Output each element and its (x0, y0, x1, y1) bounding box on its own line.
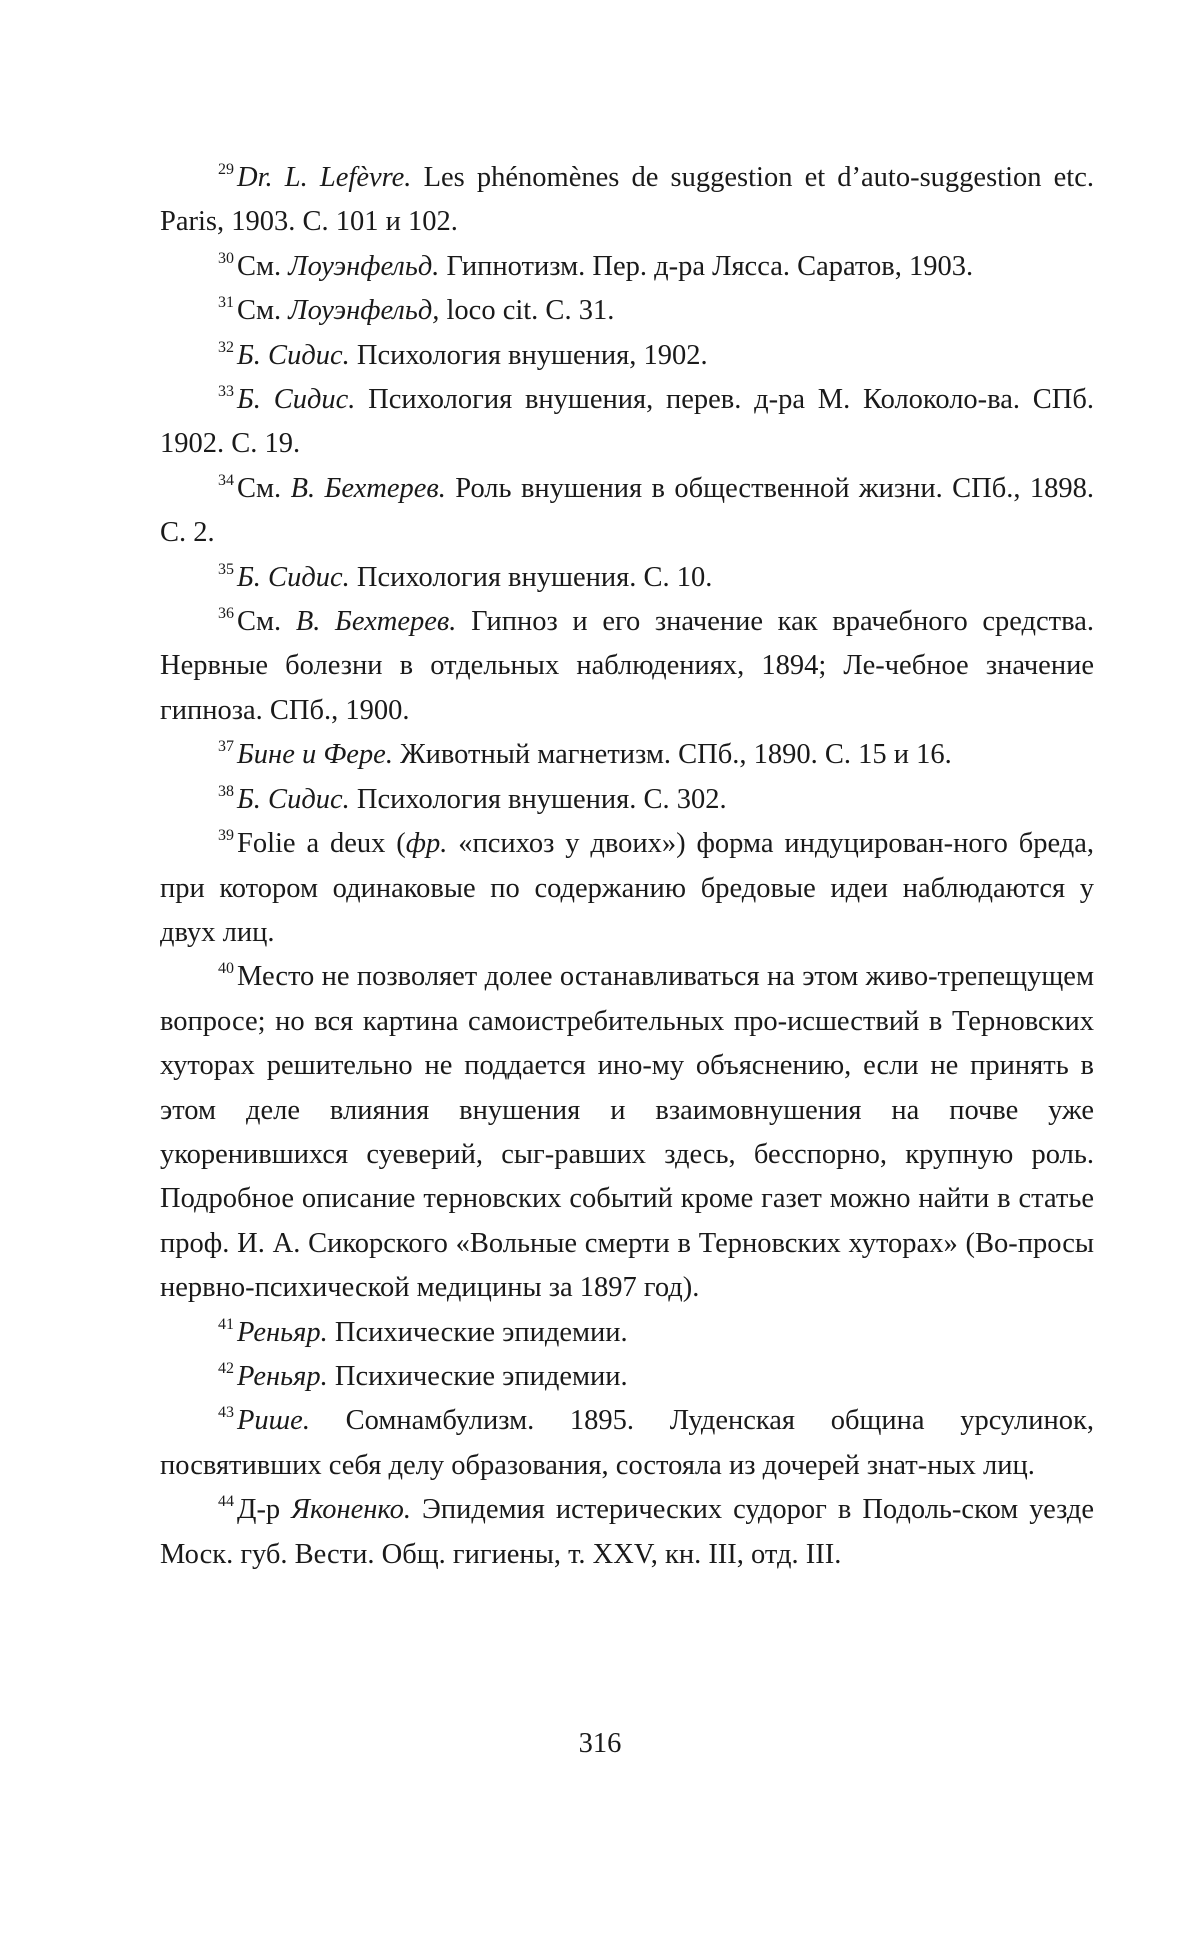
footnote-prefix: Д-р (237, 1494, 292, 1526)
footnote-text: Психические эпидемии. (327, 1316, 628, 1348)
footnote-37 (160, 733, 1094, 777)
footnote-36 (160, 600, 1094, 733)
footnote-text: Сомнамбулизм. 1895. Луденская община урсулинок, посвятивших себя делу образования, состояла из дочерей знат-ных лиц. (160, 1405, 1094, 1481)
footnote-author: Б. Сидис. (237, 384, 356, 416)
footnote-author: Лоуэнфельд. (288, 250, 440, 282)
footnote-43 (160, 1399, 1094, 1488)
footnote-text: Психология внушения. С. 302. (349, 783, 727, 815)
page-number: 316 (578, 1728, 622, 1759)
footnote-number: 42 (218, 1359, 234, 1377)
footnote-text: Les phénomènes de suggestion et d’auto-suggestion etc. Paris, 1903. С. 101 и 102. (160, 162, 1094, 238)
footnote-language: фр. (405, 828, 448, 860)
footnote-prefix: Folie a deux ( (237, 828, 406, 860)
footnote-40 (160, 955, 1094, 1310)
footnote-prefix: См. (237, 606, 296, 638)
footnote-text: Роль внушения в общественной жизни. СПб., 1898. С. 2. (160, 472, 1094, 549)
footnote-number: 39 (218, 827, 234, 845)
footnote-number: 44 (218, 1493, 234, 1511)
footnote-author: Б. Сидис. (237, 561, 350, 593)
footnote-number: 41 (218, 1315, 234, 1333)
footnote-number: 31 (218, 294, 234, 312)
footnote-author: В. Бехтерев. (290, 472, 446, 504)
footnote-text: Психология внушения, 1902. (349, 339, 708, 371)
footnote-author: Реньяр. (237, 1316, 328, 1348)
footnote-text: loco cit. С. 31. (439, 295, 615, 327)
footnote-39 (160, 822, 1094, 955)
footnote-prefix: См. (237, 472, 291, 504)
footnote-34 (160, 467, 1094, 556)
footnote-31 (160, 289, 1094, 333)
footnote-author: Яконенко. (291, 1494, 411, 1526)
footnote-text: Место не позволяет долее останавливаться на этом живо-трепещущем вопросе; но вся картина самоистребительных про-исшествий в Терновских хуторах решительно не поддается ино-му объяснению, если не принять в этом деле влияния внушения и взаимовнушения на почве уже укоренившихся суеверий, сыг-равших здесь, бесспорно, крупную роль. Подробное описание терновских событий кроме газет можно найти в статье проф. И. А. Сикорского «Вольные смерти в Терновских хуторах» (Во-просы нервно-психической медицины за 1897 год). (160, 961, 1094, 1304)
footnote-29 (160, 156, 1094, 245)
footnote-text: Гипноз и его значение как врачебного средства. Нервные болезни в отдельных наблюдениях, 1894; Ле-чебное значение гипноза. СПб., 1900. (160, 606, 1094, 726)
footnote-author: Рише. (237, 1405, 310, 1437)
footnote-33 (160, 378, 1094, 467)
footnote-42 (160, 1355, 1094, 1399)
footnote-prefix: См. (237, 250, 289, 282)
footnote-35 (160, 556, 1094, 600)
footnote-number: 33 (218, 383, 234, 401)
footnote-32 (160, 334, 1094, 378)
footnote-number: 29 (218, 161, 234, 178)
footnote-number: 38 (218, 782, 234, 800)
footnote-author: В. Бехтерев. (295, 606, 457, 638)
footnote-text: Психология внушения, перев. д-ра М. Колоколо-ва. СПб. 1902. С. 19. (160, 384, 1094, 460)
footnote-author: Б. Сидис. (237, 339, 350, 371)
footnote-author: Бине и Фере. (237, 739, 393, 771)
footnote-number: 37 (218, 738, 234, 756)
footnote-text: Гипнотизм. Пер. д-ра Лясса. Саратов, 1903. (439, 250, 974, 282)
footnote-author: Лоуэнфельд, (288, 295, 440, 327)
footnote-prefix: См. (237, 295, 289, 327)
footnote-41 (160, 1311, 1094, 1355)
footnote-number: 35 (218, 560, 234, 578)
footnote-38 (160, 778, 1094, 822)
footnote-number: 34 (218, 471, 234, 489)
footnotes-page (160, 156, 1094, 1577)
footnote-30 (160, 245, 1094, 289)
footnote-author: Dr. L. Lefèvre. (237, 162, 412, 193)
footnote-text: «психоз у двоих») форма индуцирован-ного бреда, при котором одинаковые по содержанию бредовые идеи наблюдаются у двух лиц. (160, 828, 1094, 948)
footnote-number: 30 (218, 249, 234, 267)
footnote-number: 32 (218, 338, 234, 356)
footnote-author: Б. Сидис. (237, 783, 350, 815)
footnote-number: 36 (218, 605, 234, 623)
footnote-text: Психические эпидемии. (327, 1360, 628, 1392)
footnote-text: Психология внушения. С. 10. (349, 561, 713, 593)
footnote-44 (160, 1488, 1094, 1577)
footnote-number: 40 (218, 960, 234, 978)
footnote-author: Реньяр. (237, 1360, 328, 1392)
footnote-text: Животный магнетизм. СПб., 1890. С. 15 и 16. (392, 739, 952, 771)
footnote-number: 43 (218, 1404, 234, 1422)
footnote-text: Эпидемия истерических судорог в Подоль-ском уезде Моск. губ. Вести. Общ. гигиены, т. XXV, кн. III, отд. III. (160, 1494, 1095, 1570)
